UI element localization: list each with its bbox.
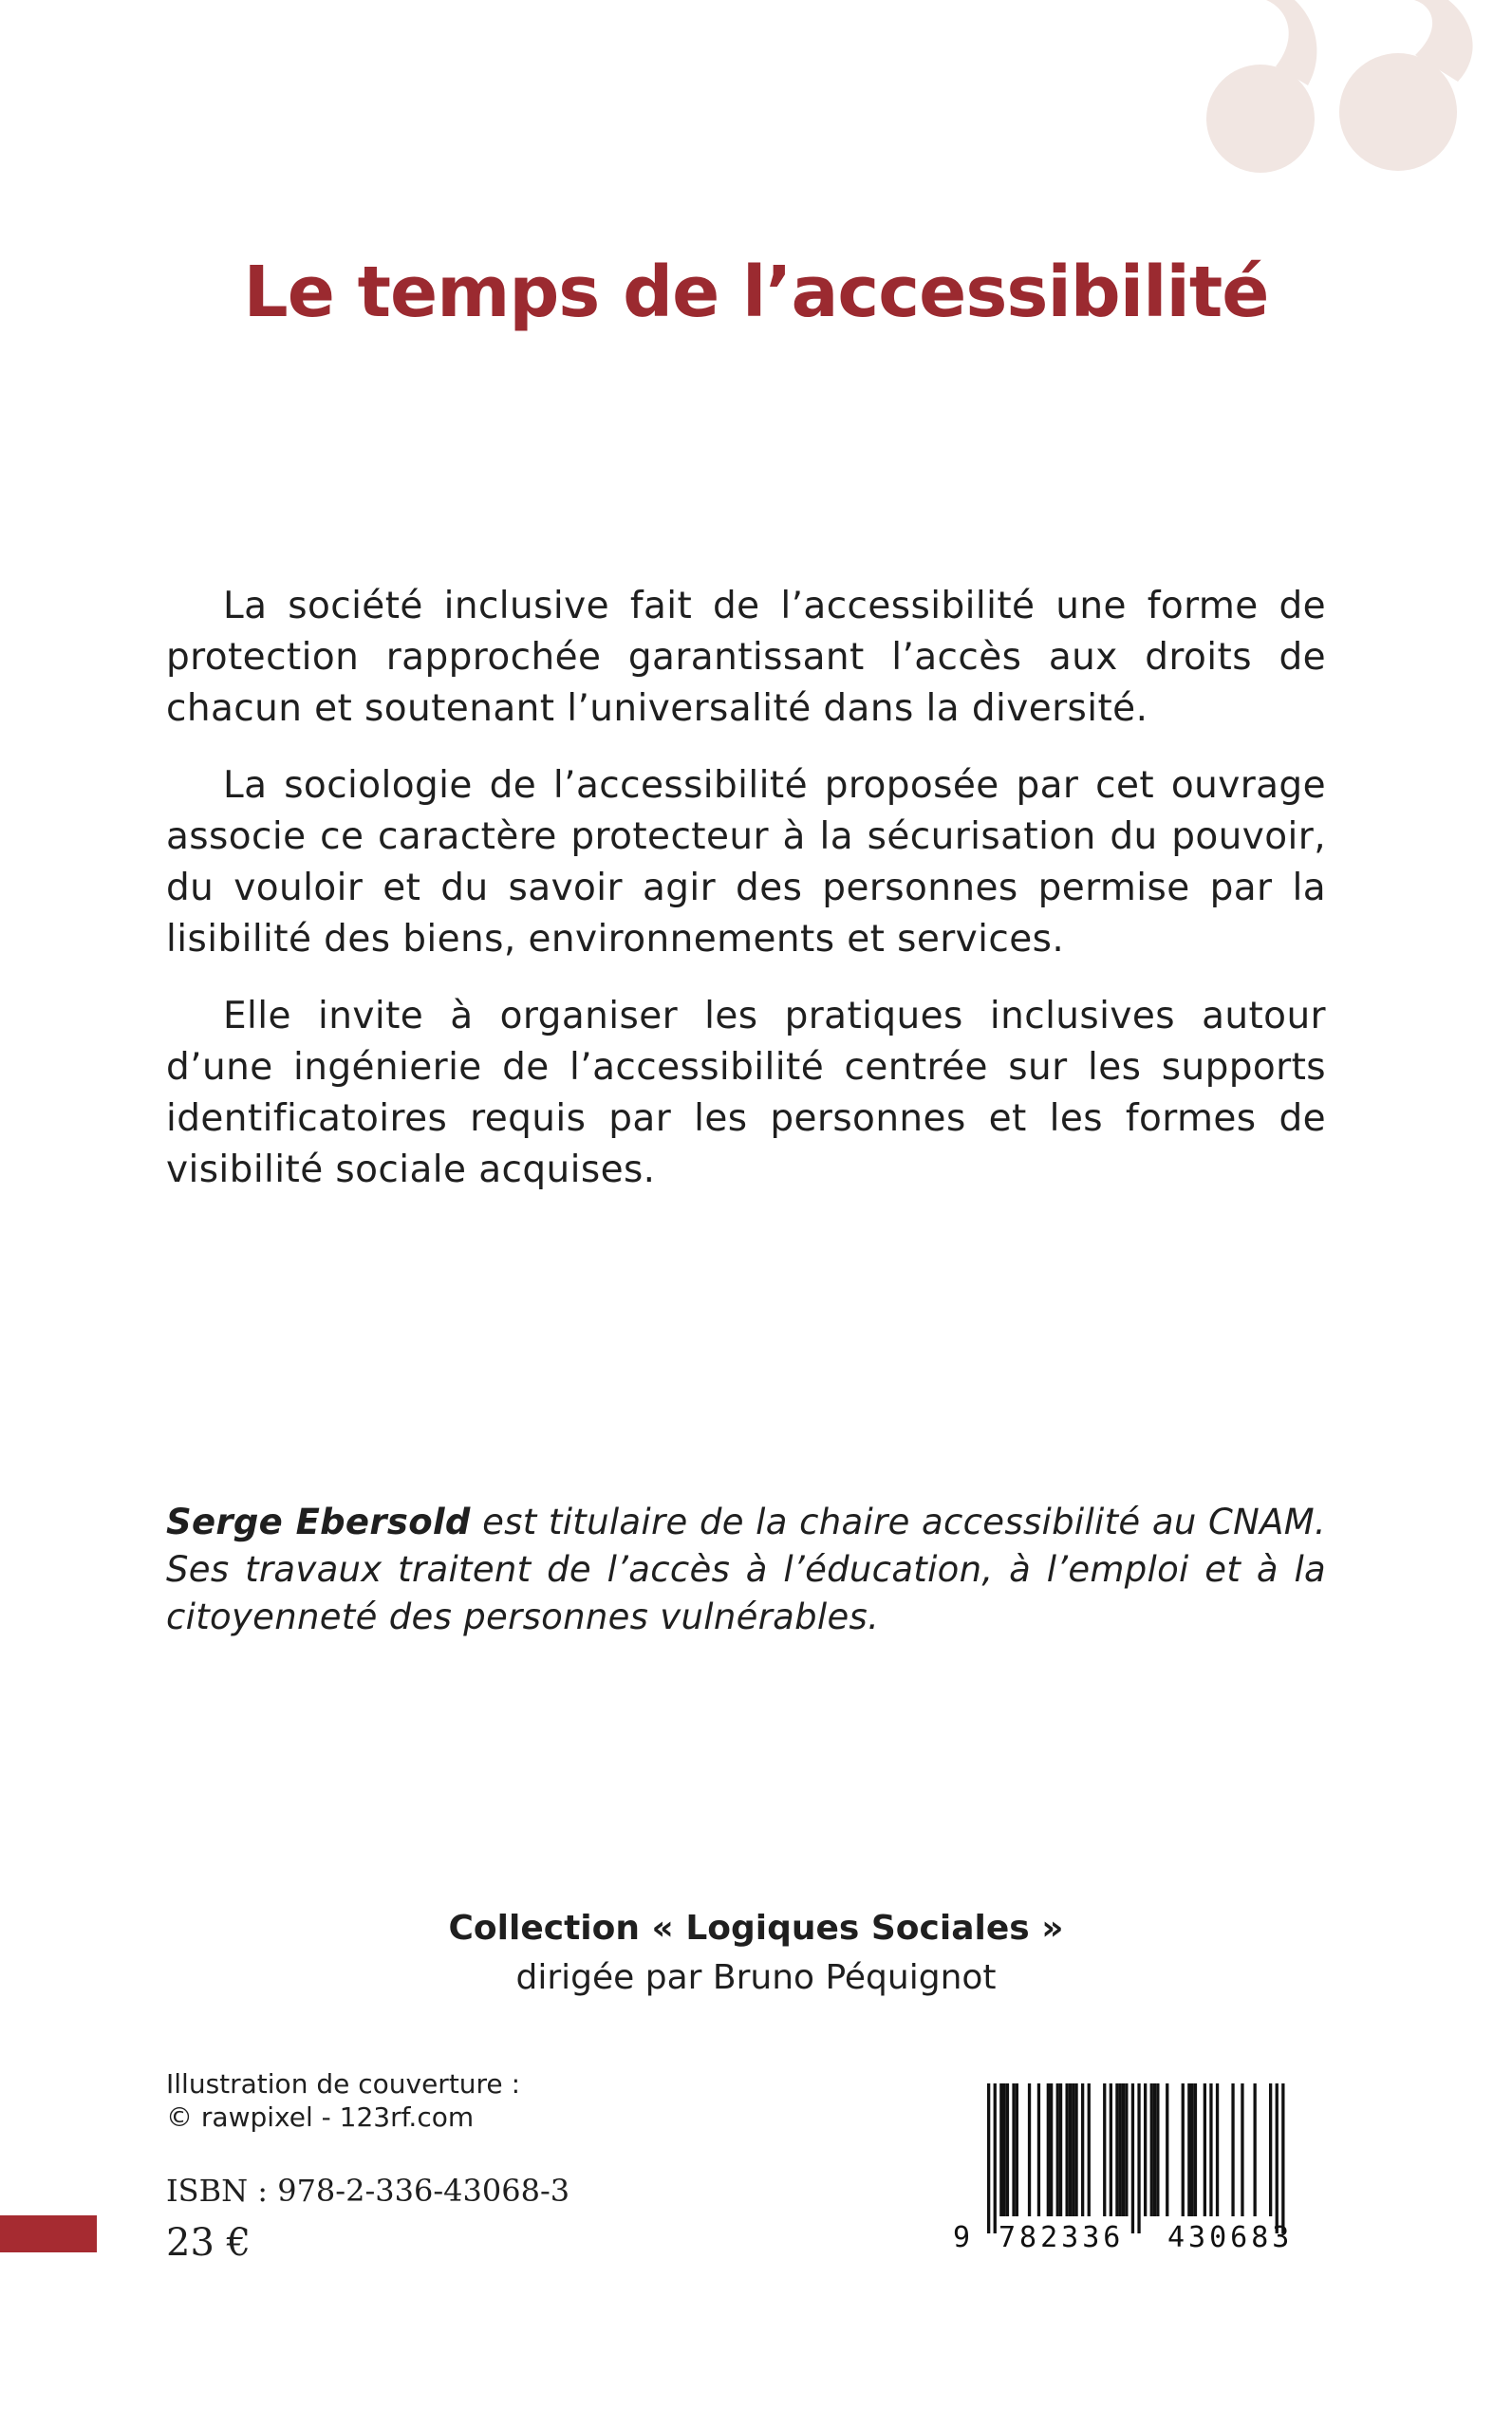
barcode-bar: [1081, 2083, 1084, 2216]
barcode-bar: [1182, 2083, 1185, 2216]
barcode-bar: [1050, 2083, 1053, 2216]
author-bio: [166, 1499, 1326, 1641]
barcode-bar: [1047, 2083, 1050, 2216]
barcode-bar: [1125, 2083, 1128, 2216]
summary-paragraph: Elle invite à organiser les pratiques inclusives autour d’une ingénierie de l’accessibilité centrée sur les supports identificatoires requis par les personnes et les formes de visibilité sociale acquises.: [166, 995, 1326, 1191]
barcode-bar: [1204, 2083, 1206, 2216]
author-name: Serge Ebersold: [166, 1502, 471, 1542]
barcode-bar: [1131, 2083, 1134, 2233]
barcode-bar: [1231, 2083, 1234, 2216]
barcode-bar: [999, 2083, 1002, 2216]
barcode-bar: [1016, 2083, 1018, 2216]
summary-paragraph: La société inclusive fait de l’accessibilité une forme de protection rapprochée garantissant l’accès aux droits de chacun et soutenant l’universalité dans la diversité.: [166, 585, 1326, 730]
barcode-bar: [1144, 2083, 1147, 2216]
barcode-bar: [1066, 2083, 1069, 2216]
barcode-bar: [1028, 2083, 1031, 2216]
barcode-bar: [1137, 2083, 1140, 2233]
barcode-bar: [1003, 2083, 1006, 2216]
cover-illustration-credit: [166, 2067, 520, 2134]
barcode-bar: [1056, 2083, 1059, 2216]
quotation-mark-icon: [1194, 0, 1479, 176]
barcode-bar: [1150, 2083, 1153, 2216]
barcode-bar: [1012, 2083, 1015, 2216]
barcode-bar: [1254, 2083, 1257, 2216]
barcode-bar: [1216, 2083, 1219, 2216]
barcode-right-digits: 430683: [1167, 2221, 1294, 2254]
barcode-left-digits: 782336: [999, 2221, 1125, 2254]
barcode-bar: [1166, 2083, 1168, 2216]
barcode-bar: [1241, 2083, 1243, 2216]
barcode-bar: [1088, 2083, 1091, 2216]
barcode-bar: [987, 2083, 990, 2233]
price: 23 €: [166, 2221, 252, 2265]
barcode-bar: [1059, 2083, 1062, 2216]
barcode-bar: [1269, 2083, 1272, 2216]
barcode-bar: [1069, 2083, 1072, 2216]
book-title: Le temps de l’accessibilité: [243, 252, 1269, 333]
barcode-bar: [1074, 2083, 1077, 2216]
barcode-bar: [1110, 2083, 1112, 2216]
collection-name: Collection « Logiques Sociales »: [448, 1909, 1064, 1948]
cover-credit-source: © rawpixel - 123rf.com: [166, 2101, 475, 2133]
collection-info: [0, 1904, 1512, 2003]
barcode-bar: [1156, 2083, 1159, 2216]
barcode-bar: [1276, 2083, 1279, 2233]
barcode-bar: [1119, 2083, 1122, 2216]
accent-bar: [0, 2215, 97, 2252]
barcode-bar: [1122, 2083, 1125, 2216]
barcode-bar: [1072, 2083, 1074, 2216]
barcode-bar: [1153, 2083, 1156, 2216]
isbn: ISBN : 978-2-336-43068-3: [166, 2173, 570, 2209]
author-bio-text: est titulaire de la chaire accessibilité au CNAM. Ses travaux traitent de l’accès à l’éducation, à l’emploi et à la citoyenneté des personnes vulnérables.: [166, 1502, 1326, 1637]
barcode-first-digit: 9: [953, 2221, 971, 2254]
summary-paragraph: La sociologie de l’accessibilité proposée par cet ouvrage associe ce caractère protecteur à la sécurisation du pouvoir, du vouloir et du savoir agir des personnes permise par la lisibilité des biens, environnements et services.: [166, 764, 1326, 961]
barcode-bar: [1115, 2083, 1118, 2216]
barcode-bar: [1194, 2083, 1197, 2216]
barcode-bar: [1187, 2083, 1190, 2216]
barcode-bar: [1037, 2083, 1040, 2216]
barcode-bar: [994, 2083, 997, 2233]
collection-director: dirigée par Bruno Péquignot: [515, 1958, 997, 1997]
barcode: [949, 2083, 1334, 2254]
barcode-bar: [1103, 2083, 1106, 2216]
barcode-bar: [1281, 2083, 1284, 2233]
cover-credit-label: Illustration de couverture :: [166, 2068, 520, 2100]
barcode-bar: [1006, 2083, 1009, 2216]
book-summary: [166, 581, 1326, 1222]
barcode-bar: [1209, 2083, 1212, 2216]
barcode-bar: [1191, 2083, 1194, 2216]
